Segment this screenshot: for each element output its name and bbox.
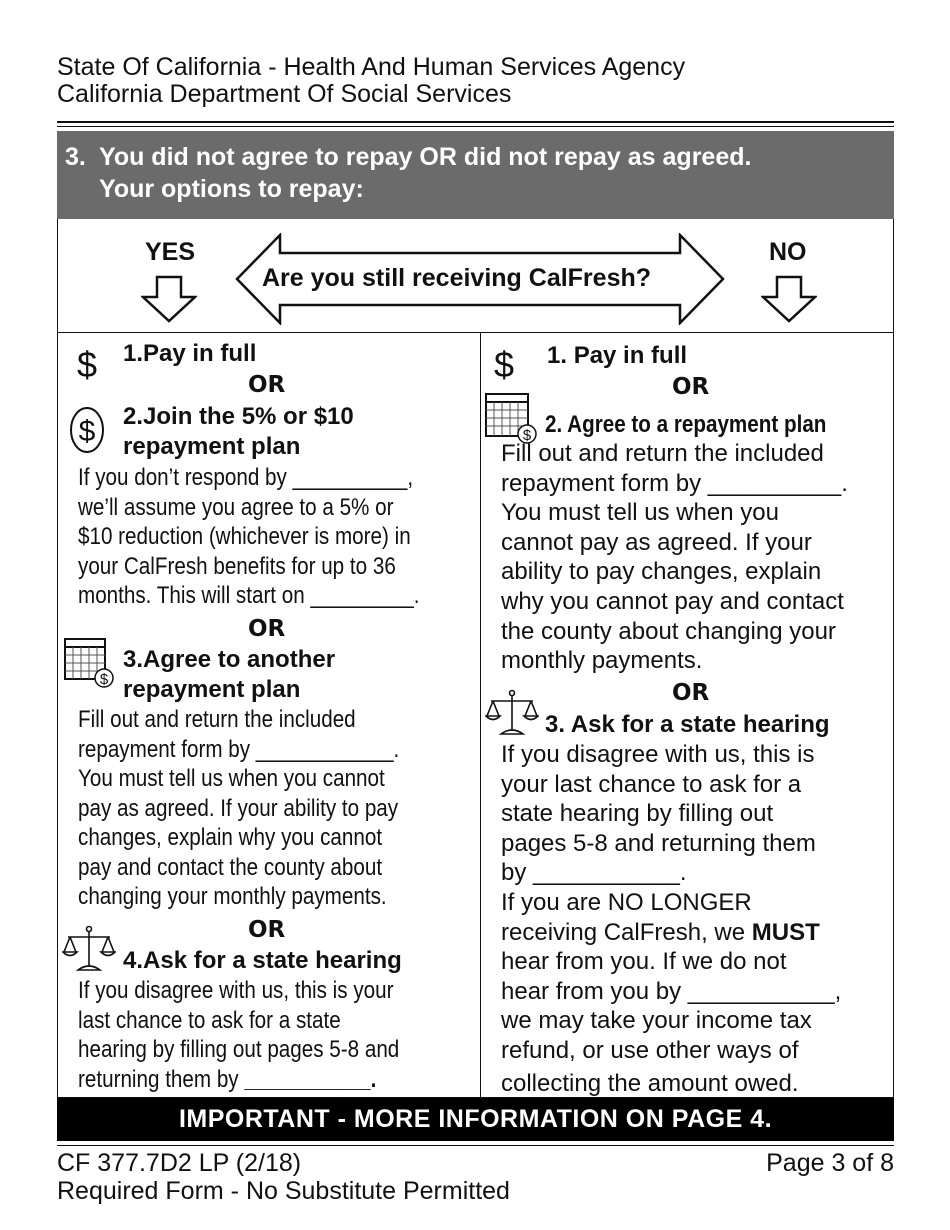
right-option-2-title <box>545 410 826 440</box>
body-line: If you don’t respond by __________, <box>78 464 414 491</box>
body-line: hear from you. If we do not <box>501 948 787 976</box>
question-text: Are you still receiving CalFresh? <box>262 264 652 292</box>
or-divider: OR <box>672 374 710 400</box>
body-text: receiving CalFresh, we <box>501 918 752 946</box>
yes-label: YES <box>145 238 196 266</box>
option-number: 1. <box>547 342 568 369</box>
section-number: 3. <box>65 143 86 171</box>
agency-line-1: State Of California - Health And Human Services Agency <box>57 53 686 81</box>
body-line: pay as agreed. If your ability to pay <box>78 794 399 822</box>
right-option-3-body <box>501 740 841 1098</box>
body-line: cannot pay as agreed. If your <box>501 528 812 556</box>
required-form-note: Required Form - No Substitute Permitted <box>57 1177 510 1205</box>
option-number: 1. <box>123 340 144 367</box>
down-arrow-icon <box>141 275 197 323</box>
svg-text:$: $ <box>522 427 532 444</box>
body-line: You must tell us when you cannot <box>78 765 385 792</box>
top-rule <box>57 121 894 123</box>
calendar-dollar-icon <box>484 392 538 444</box>
body-line: Fill out and return the included <box>501 440 824 467</box>
page-number: Page 3 of 8 <box>766 1149 894 1177</box>
body-line: by ___________. <box>501 859 687 887</box>
option-number: 3. <box>123 646 144 673</box>
right-option-2-body <box>501 439 848 676</box>
option-title-line-1: Join the 5% or $10 <box>143 403 354 430</box>
body-line: changing your monthly payments. <box>78 883 387 910</box>
must-emphasis: MUST <box>751 918 820 946</box>
section-title-line-1: You did not agree to repay OR did not repay as agreed. <box>99 143 752 171</box>
body-line: your last chance to ask for a <box>501 770 802 798</box>
body-line: state hearing by filling out <box>501 800 774 828</box>
body-line: the county about changing your <box>501 617 836 645</box>
no-label: NO <box>769 238 807 266</box>
body-line: $10 reduction (whichever is more) in <box>78 523 411 550</box>
body-line: pages 5-8 and returning them <box>501 829 816 857</box>
option-title-line-2: repayment plan <box>123 676 301 703</box>
left-option-3-body <box>78 705 399 912</box>
body-line: repayment form by ____________. <box>78 735 400 763</box>
body-line: You must tell us when you <box>501 499 779 527</box>
top-rule-thin <box>57 126 894 127</box>
body-line: hear from you by ___________, <box>501 977 842 1005</box>
column-divider <box>480 333 481 1098</box>
left-option-2-body <box>78 463 420 611</box>
left-option-2-title <box>123 402 354 462</box>
section-title-line-2: Your options to repay: <box>99 175 364 203</box>
option-number: 4. <box>123 947 144 974</box>
body-line: your CalFresh benefits for up to 36 <box>78 552 396 580</box>
or-divider: OR <box>248 917 286 943</box>
or-divider: OR <box>248 616 286 642</box>
bottom-rule <box>57 1145 894 1146</box>
dollar-sign-icon: $ <box>77 344 98 385</box>
option-title: Pay in full <box>143 340 257 367</box>
option-number: 3. <box>545 711 566 738</box>
scales-of-justice-icon <box>62 924 116 974</box>
body-line: collecting the amount owed. <box>501 1069 799 1097</box>
option-title: Ask for a state hearing <box>143 947 402 974</box>
body-line: last chance to ask for a state <box>78 1006 341 1034</box>
circled-dollar-icon <box>67 403 107 457</box>
body-line: If you disagree with us, this is your <box>78 977 394 1004</box>
body-line: Fill out and return the included <box>78 706 356 733</box>
svg-text:$: $ <box>99 671 109 688</box>
or-divider: OR <box>248 372 286 398</box>
form-number: CF 377.7D2 LP (2/18) <box>57 1149 302 1177</box>
form-identifier <box>57 1149 510 1205</box>
body-line: monthly payments. <box>501 647 703 675</box>
option-title: Agree to a repayment plan <box>567 411 827 438</box>
body-line: pay and contact the county about <box>78 853 383 881</box>
section-title <box>99 141 879 205</box>
section-banner <box>57 131 894 219</box>
scales-of-justice-icon <box>485 688 539 738</box>
body-line: If you are NO LONGER <box>501 888 752 916</box>
option-number: 2. <box>123 403 144 430</box>
body-line: refund, or use other ways of <box>501 1036 799 1064</box>
svg-text:$: $ <box>78 415 96 448</box>
body-line: If you disagree with us, this is <box>501 741 815 768</box>
body-line: we may take your income tax <box>501 1007 812 1035</box>
option-number: 2. <box>545 411 563 438</box>
body-line: why you cannot pay and contact <box>501 587 844 615</box>
option-title: Pay in full <box>573 342 688 369</box>
body-line-must <box>501 918 841 948</box>
option-title: Ask for a state hearing <box>570 711 830 738</box>
agency-line-2: California Department Of Social Services <box>57 80 512 108</box>
body-line: repayment form by __________. <box>501 469 848 497</box>
body-line: months. This will start on _________. <box>78 582 420 609</box>
body-line: ability to pay changes, explain <box>501 558 822 586</box>
calendar-dollar-icon <box>63 637 115 689</box>
important-banner: IMPORTANT - MORE INFORMATION ON PAGE 4. <box>57 1098 894 1141</box>
right-option-3-title <box>545 710 830 740</box>
left-option-4-body <box>78 976 399 1094</box>
body-line: hearing by filling out pages 5-8 and <box>78 1036 400 1063</box>
agency-header <box>57 54 685 108</box>
or-divider: OR <box>672 680 710 706</box>
body-line: returning them by <box>78 1065 239 1093</box>
left-option-3-title <box>123 645 335 705</box>
down-arrow-icon <box>761 275 817 323</box>
right-option-1 <box>547 341 687 371</box>
dollar-sign-icon: $ <box>494 344 515 385</box>
body-line: changes, explain why you cannot <box>78 824 383 851</box>
question-area <box>57 219 894 333</box>
body-line: we’ll assume you agree to a 5% or <box>78 493 394 521</box>
option-title-line-1: Agree to another <box>143 646 336 673</box>
option-title-line-2: repayment plan <box>123 433 301 460</box>
blank-line: ___________. <box>244 1065 377 1093</box>
left-option-1 <box>123 339 256 369</box>
left-option-4-title <box>123 946 402 976</box>
